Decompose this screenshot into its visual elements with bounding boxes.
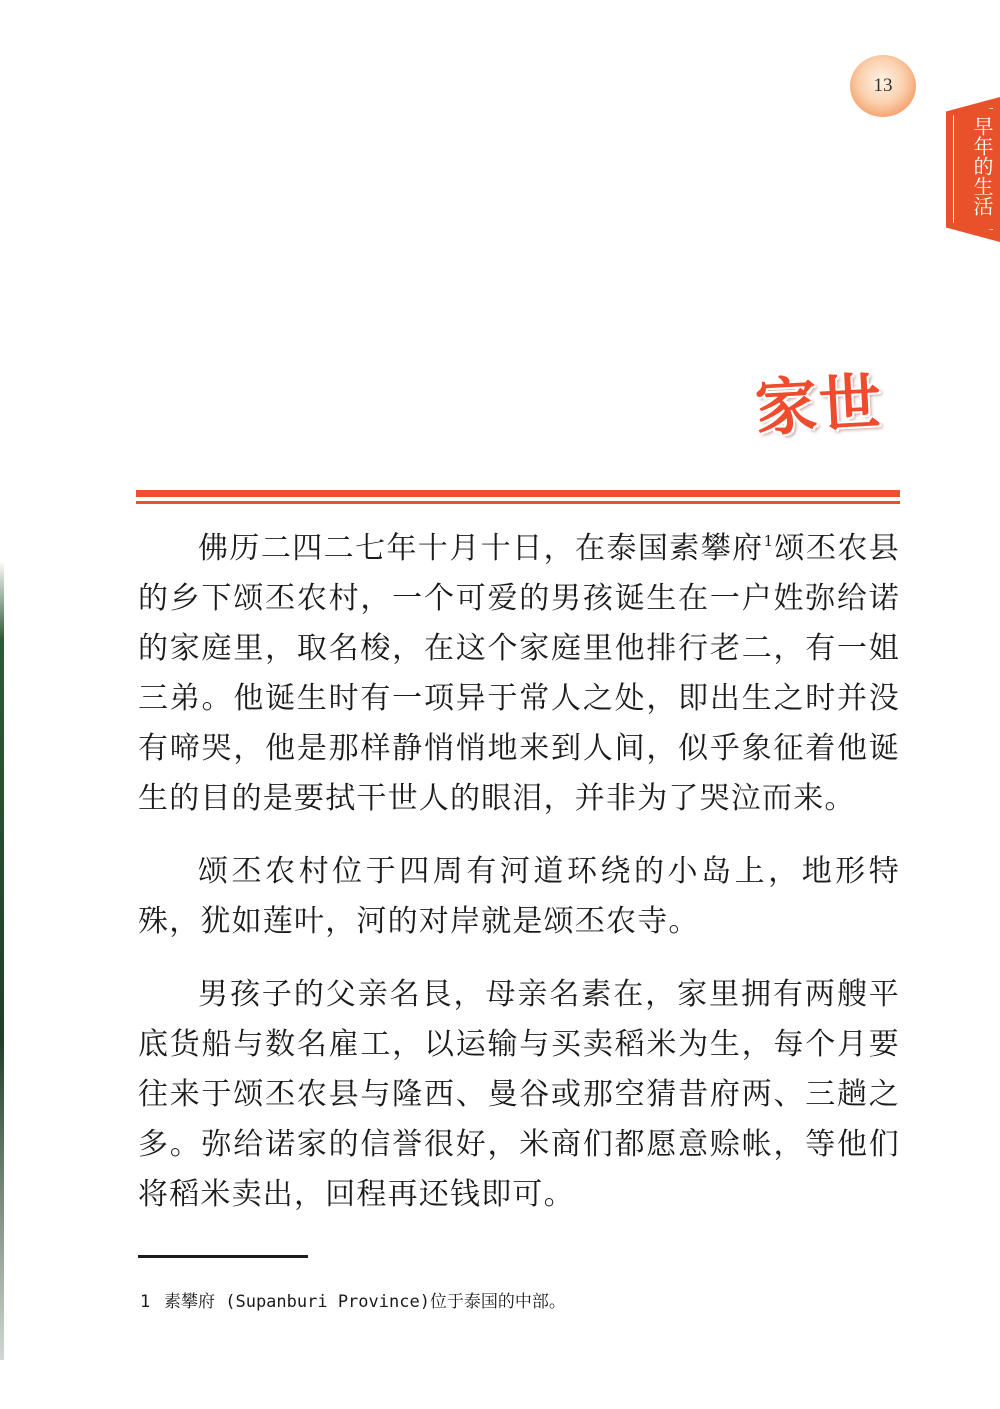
footnote-divider: [138, 1255, 308, 1258]
section-title: 家世: [753, 365, 885, 445]
page-edge-decoration: [0, 560, 4, 1360]
footnote-number: 1: [140, 1292, 151, 1312]
title-rule-thick: [136, 490, 900, 497]
page-number-label: 13: [873, 75, 893, 96]
footnote-text: 素攀府 (Supanburi Province)位于泰国的中部。: [164, 1292, 566, 1312]
title-rule-thin: [136, 501, 900, 504]
paragraph: [138, 524, 900, 824]
chapter-tab-label: 早年的生活: [970, 116, 994, 216]
page-number: [850, 55, 916, 117]
body-text: [138, 524, 900, 1243]
footnote: [140, 1290, 566, 1314]
paragraph-text: 佛历二四二七年十月十日，在泰国素攀府: [198, 531, 764, 566]
paragraph: 颂丕农村位于四周有河道环绕的小岛上，地形特殊，犹如莲叶，河的对岸就是颂丕农寺。: [138, 854, 900, 939]
paragraph-text: 颂丕农县的乡下颂丕农村，一个可爱的男孩诞生在一户姓弥给诺的家庭里，取名梭，在这个家庭里他排行老二，有一姐三弟。他诞生时有一项异于常人之处，即出生之时并没有啼哭，他是那样静悄悄地来到人间，似乎象征着他诞生的目的是要拭干世人的眼泪，并非为了哭泣而来。: [138, 531, 900, 816]
footnote-reference: 1: [763, 532, 775, 550]
paragraph: 男孩子的父亲名艮，母亲名素在，家里拥有两艘平底货船与数名雇工，以运输与买卖稻米为生，每个月要往来于颂丕农县与隆西、曼谷或那空猜昔府两、三趟之多。弥给诺家的信誉很好，米商们都愿意赊帐，等他们将稻米卖出，回程再还钱即可。: [138, 977, 900, 1212]
